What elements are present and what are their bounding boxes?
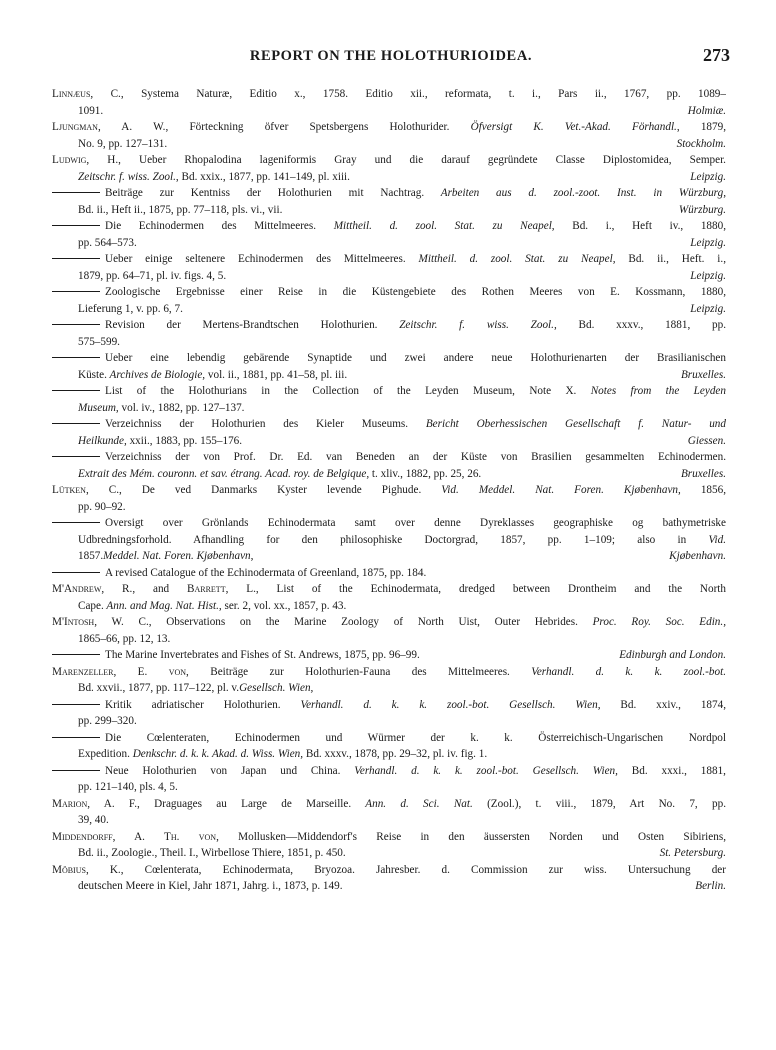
reference-entry [52,697,726,730]
reference-line [52,284,726,301]
ditto-dash [52,291,100,292]
reference-line [52,763,726,780]
journal-title: Vid. [686,533,726,546]
reference-detail: , Cœlenterata, Echinodermata, Bryozoa. Jahresber. d. Commission zur wiss. Untersuchung der [120,863,726,876]
reference-entry [52,86,726,119]
reference-detail: vol. ii., 1881, pp. 41–58, pl. iii. [205,368,348,381]
reference-detail: Lieferung 1, v. pp. 6, 7. [78,302,183,315]
reference-text [52,796,726,813]
reference-detail: Bd. xxiv., 1874, [600,698,726,711]
reference-text [52,614,726,631]
reference-line [52,202,726,219]
reference-detail: Bd. ii., Zoologie., Theil. I., Wirbellose Thiere, 1851, p. 450. [78,847,346,859]
reference-detail: Bd. xxxv., 1878, pp. 29–32, pl. iv. fig. 1. [303,748,488,760]
reference-line [52,433,726,450]
reference-text [78,466,481,483]
reference-line [52,466,726,483]
reference-detail: t. xliv., 1882, pp. 25, 26. [369,467,482,480]
reference-line [52,862,726,879]
reference-detail: 1856, [680,484,726,496]
reference-entry [52,185,726,218]
reference-detail: Bd. xxxv., 1881, pp. [556,319,726,331]
publication-place: Leipzig. [690,269,726,282]
reference-line [52,400,726,417]
author-name: Ljungman, A. W. [52,121,166,133]
reference-line [52,499,726,516]
ditto-dash [52,225,100,226]
reference-entry [52,152,726,185]
reference-line [52,235,726,252]
reference-text [78,169,350,186]
reference-text [105,284,726,301]
journal-title: Meddel. Nat. Foren. Kjøbenhavn, [103,550,254,562]
ditto-dash [52,704,100,705]
running-title: REPORT ON THE HOLOTHURIOIDEA. [249,48,533,64]
publication-place: Berlin. [695,880,726,892]
reference-line [52,878,726,895]
reference-text [105,697,726,714]
reference-line [52,845,726,862]
ditto-dash [52,654,100,655]
reference-detail: , Observations on the Marine Zoology of North Uist, Outer Hebrides. [148,616,578,628]
reference-text [105,251,726,268]
reference-detail: deutschen Meere in Kiel, Jahr 1871, Jahrg. i., 1873, p. 149. [78,880,343,892]
ditto-dash [52,357,100,358]
reference-detail: pp. 121–140, pls. 4, 5. [78,781,178,793]
publication-place: Würzburg. [678,203,726,216]
reference-detail: Ueber eine lebendig gebärende Synaptide und zwei andere neue Holothurienarten der Brasilianischen [105,352,726,364]
reference-text [105,763,726,780]
reference-entry [52,730,726,763]
reference-detail: , and [132,583,170,595]
reference-line [52,185,726,202]
reference-text [78,779,178,796]
reference-entry [52,218,726,251]
reference-line [52,812,726,829]
reference-line [52,482,726,499]
bibliography-list [52,86,726,895]
reference-line [52,103,726,120]
author-name: Marion, A. F. [52,797,138,810]
author-name: Möbius, K. [52,863,121,876]
publication-place: St. Petersburg. [659,847,726,859]
reference-detail: Revision der Mertens-Brandtschen Holothurien. [105,319,378,331]
reference-detail: Udbredningsforhold. Afhandling for den philosophiske Doctorgrad, 1857, pp. 1–109; also in [78,533,687,546]
reference-detail: Bd. xxvii., 1877, pp. 117–122, pl. v. [78,682,240,694]
publication-place: Kjøbenhavn. [669,550,726,562]
reference-text [78,136,167,153]
reference-detail: , De ved Danmarks Kyster levende Pighude. [119,484,422,496]
journal-title: Notes from the Leyden [576,385,726,397]
reference-line [52,169,726,186]
publication-place: Bruxelles. [680,368,726,381]
reference-detail: Ueber einige seltenere Echinodermen des Mittelmeeres. [105,253,406,265]
reference-line [52,152,726,169]
reference-detail: Verzeichniss der von Prof. Dr. Ed. van Beneden an der Küste von Brasilien gesammelten Echinodermen. [105,451,726,463]
reference-text [78,680,313,697]
reference-detail: Verzeichniss der Holothurien des Kieler Museums. [105,418,409,430]
reference-text [78,400,244,417]
reference-text [78,268,226,285]
journal-title: Ann. and Mag. Nat. Hist., [103,599,222,612]
reference-line [52,334,726,351]
reference-detail: 1091. [78,104,104,117]
reference-detail: Oversigt over Grönlands Echinodermata samt over denne Dyreklasses geographiske og bathymetriske [105,517,726,529]
reference-text [78,631,170,648]
reference-detail: pp. 90–92. [78,500,126,513]
ditto-dash [52,192,100,193]
author-name: Lütken, C. [52,484,120,496]
reference-detail: pp. 564–573. [78,236,137,249]
reference-detail: 1879, pp. 64–71, pl. iv. figs. 4, 5. [78,269,227,282]
reference-detail: , Systema Naturæ, Editio x., 1758. Editio xii., reformata, t. i., Pars ii., 1767, pp. 1089– [120,88,726,100]
author-name: Ludwig, H. [52,154,119,166]
reference-text [78,598,346,615]
reference-line [52,268,726,285]
reference-entry [52,383,726,416]
author-name: Linnæus, C. [52,88,121,100]
reference-detail: Bd. i., Heft iv., 1880, [554,220,726,232]
reference-text [105,449,726,466]
reference-entry [52,796,726,829]
journal-title: Archives de Biologie, [106,368,206,381]
ditto-dash [52,572,100,573]
reference-text [105,647,420,664]
reference-line [52,664,726,681]
reference-entry [52,614,726,647]
reference-detail: , 1879, [676,121,726,133]
reference-detail: 1857. [78,550,104,562]
reference-detail: Kritik adriatischer Holothurien. [105,698,281,711]
reference-text [52,119,726,136]
reference-line [52,383,726,400]
reference-line [52,697,726,714]
reference-text [78,202,282,219]
journal-title: Vid. Meddel. Nat. Foren. Kjøbenhavn, [421,484,681,496]
publication-place: Edinburgh and London. [619,649,726,661]
reference-entry [52,829,726,862]
reference-detail: ser. 2, vol. xx., 1857, p. 43. [221,599,347,612]
publication-place: Leipzig. [690,236,726,249]
reference-entry [52,482,726,515]
reference-detail: A revised Catalogue of the Echinodermata of Greenland, 1875, pp. 184. [105,566,427,579]
reference-detail: , Bd. xxix., 1877, pp. 141–149, pl. xiii. [175,170,350,183]
reference-line [52,565,726,582]
reference-text [105,185,726,202]
reference-text [78,301,183,318]
reference-entry [52,664,726,697]
publication-place: Leipzig. [690,170,726,183]
reference-entry [52,581,726,614]
reference-detail: The Marine Invertebrates and Fishes of St. Andrews, 1875, pp. 96–99. [105,649,420,661]
reference-text [52,86,726,103]
publication-place: Giessen. [687,434,726,447]
reference-line [52,614,726,631]
reference-text [78,367,347,384]
reference-detail: Expedition. [78,748,130,760]
journal-title: Museum, [78,401,119,414]
reference-line [52,713,726,730]
journal-title: Verhandl. d. k. k. zool.-bot. Gesellsch. Wien, [340,764,618,777]
reference-text [105,515,726,532]
reference-text [105,730,726,747]
reference-line [52,367,726,384]
reference-line [52,779,726,796]
reference-detail: No. 9, pp. 127–131. [78,137,168,150]
reference-text [105,317,726,334]
reference-entry [52,251,726,284]
author-name: Marenzeller, E. von [52,665,187,678]
journal-title: Öfversigt K. Vet.-Akad. Förhandl. [449,121,677,133]
author-name: M'Andrew, R. [52,583,133,595]
reference-detail: Küste. [78,368,107,381]
reference-line [52,350,726,367]
reference-line [52,746,726,763]
reference-detail: Cape. [78,599,104,612]
reference-text [52,664,726,681]
reference-line [52,647,726,664]
reference-text [78,532,726,549]
page-number: 273 [703,45,730,65]
reference-line [52,680,726,697]
ditto-dash [52,737,100,738]
journal-title: Mittheil. d. zool. Stat. zu Neapel, [405,253,616,265]
reference-detail: 1865–66, pp. 12, 13. [78,632,171,645]
reference-detail: Bd. ii., Heft ii., 1875, pp. 77–118, pls. vi., vii. [78,203,283,216]
reference-line [52,548,726,565]
reference-line [52,416,726,433]
reference-detail: Bd. ii., Heft. i., [615,253,726,265]
journal-title: Verhandl. d. k. k. zool.-bot. Gesellsch. Wien, [280,698,601,711]
reference-entry [52,449,726,482]
reference-text [52,829,726,846]
reference-text [78,845,346,862]
author-name: Barrett, L. [169,583,256,595]
reference-text [52,862,726,879]
publication-place: Stockholm. [676,137,726,150]
reference-detail: Neue Holothurien von Japan und China. [105,764,341,777]
author-name: Middendorff, A. Th. von [52,830,217,843]
reference-detail: Die Cœlenteraten, Echinodermen und Würmer der k. k. Österreichisch-Ungarischen Nordpol [105,731,726,744]
reference-text [52,482,726,499]
ditto-dash [52,258,100,259]
reference-detail: List of the Holothurians in the Collection of the Leyden Museum, Note X. [105,385,577,397]
publication-place: Bruxelles. [680,467,726,480]
ditto-dash [52,423,100,424]
reference-detail: , Beiträge zur Holothurien-Fauna des Mittelmeeres. [186,665,510,678]
reference-entry [52,317,726,350]
publication-place: Holmiæ. [687,104,726,117]
journal-title: Arbeiten aus d. zool.-zoot. Inst. in Würzburg, [424,187,726,199]
reference-entry [52,284,726,317]
reference-text [78,548,253,565]
reference-entry [52,350,726,383]
reference-line [52,86,726,103]
reference-line [52,251,726,268]
ditto-dash [52,770,100,771]
author-name: M'Intosh, W. C. [52,616,149,628]
reference-entry [52,416,726,449]
publication-place: Leipzig. [690,302,726,315]
reference-detail: Die Echinodermen des Mittelmeeres. [105,220,317,232]
reference-text [52,581,726,598]
reference-text [78,812,109,829]
reference-detail: 39, 40. [78,814,109,826]
reference-entry [52,119,726,152]
ditto-dash [52,324,100,325]
reference-detail: Bd. xxxi., 1881, [617,764,726,777]
reference-text [105,218,726,235]
reference-line [52,532,726,549]
reference-entry [52,862,726,895]
reference-entry [52,647,726,664]
reference-line [52,449,726,466]
reference-text [78,334,120,351]
reference-text [78,103,103,120]
reference-text [78,713,137,730]
reference-line [52,119,726,136]
reference-text [105,383,726,400]
reference-text [78,235,137,252]
journal-title: Denkschr. d. k. k. Akad. d. Wiss. Wien, [129,748,304,760]
reference-line [52,598,726,615]
ditto-dash [52,390,100,391]
reference-line [52,796,726,813]
reference-detail: , List of the Echinodermata, dredged between Drontheim and the North [255,583,726,595]
reference-line [52,515,726,532]
reference-detail: Zoologische Ergebnisse einer Reise in die Küstengebiete des Rothen Meeres von E. Kossmann, 1880, [105,286,726,298]
reference-detail: (Zool.), t. viii., 1879, Art No. 7, pp. [472,797,726,810]
reference-line [52,136,726,153]
journal-title: Zeitschr. f. wiss. Zool., [377,319,557,331]
ditto-dash [52,456,100,457]
journal-title: Ann. d. Sci. Nat. [351,797,473,810]
journal-title: Heilkunde, [78,434,127,447]
reference-entry [52,565,726,582]
reference-text [52,152,726,169]
reference-detail: , Draguages au Large de Marseille. [137,797,352,810]
reference-text [78,878,343,895]
reference-text [78,499,126,516]
reference-detail: 575–599. [78,335,120,348]
reference-line [52,317,726,334]
reference-detail: vol. iv., 1882, pp. 127–137. [118,401,245,414]
reference-detail: pp. 299–320. [78,715,137,727]
reference-text [105,565,426,582]
journal-title: Bericht Oberhessischen Gesellschaft f. Natur- und [408,418,726,430]
reference-detail: , Mollusken—Middendorf's Reise in den äussersten Norden und Osten Sibiriens, [216,830,726,843]
reference-text [78,746,487,763]
journal-title: Verhandl. d. k. k. zool.-bot. [509,665,726,678]
journal-title: Gesellsch. Wien, [239,682,314,694]
journal-title: Zeitschr. f. wiss. Zool. [78,170,176,183]
reference-line [52,301,726,318]
reference-entry [52,763,726,796]
reference-line [52,631,726,648]
page-header [52,45,730,70]
journal-title: Extrait des Mém. couronn. et sav. étrang. Acad. roy. de Belgique, [78,467,370,480]
journal-title: Mittheil. d. zool. Stat. zu Neapel, [316,220,555,232]
reference-detail: xxii., 1883, pp. 155–176. [126,434,243,447]
reference-text [105,416,726,433]
reference-line [52,581,726,598]
journal-title: Proc. Roy. Soc. Edin., [577,616,726,628]
reference-detail: , Förteckning öfver Spetsbergens Holothurider. [165,121,450,133]
reference-detail: , Ueber Rhopalodina lageniformis Gray und die darauf gegründete Classe Diplostomidea, Semper. [118,154,726,166]
reference-line [52,218,726,235]
reference-line [52,829,726,846]
reference-entry [52,515,726,565]
reference-line [52,730,726,747]
reference-detail: Beiträge zur Kentniss der Holothurien mit Nachtrag. [105,187,425,199]
ditto-dash [52,522,100,523]
reference-text [105,350,726,367]
reference-text [78,433,242,450]
